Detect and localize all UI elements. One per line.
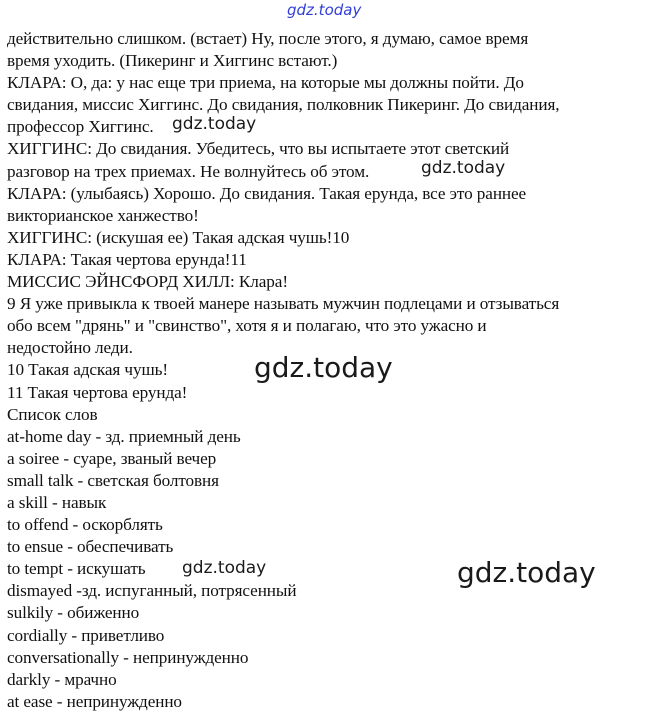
text-line: КЛАРА: Такая чертова ерунда!11: [7, 249, 247, 269]
watermark-top: gdz.today: [287, 1, 362, 19]
watermark: gdz.today: [172, 114, 257, 134]
footnote-line: обо всем "дрянь" и "свинство", хотя я и полагаю, что это ужасно и: [7, 316, 487, 336]
word-list-item: to tempt - искушать: [7, 559, 146, 579]
word-list-item: small talk - светская болтовня: [7, 470, 219, 490]
footnote-line: недостойно леди.: [7, 338, 133, 358]
word-list-item: conversationally - непринужденно: [7, 647, 249, 667]
text-line: действительно слишком. (встает) Ну, после этого, я думаю, самое время: [7, 29, 529, 48]
text-line: МИССИС ЭЙНСФОРД ХИЛЛ: Клара!: [7, 272, 288, 292]
word-list-item: dismayed -зд. испуганный, потрясенный: [7, 581, 297, 601]
word-list-item: darkly - мрачно: [7, 669, 117, 689]
watermark: gdz.today: [182, 558, 267, 578]
word-list-item: at-home day - зд. приемный день: [7, 426, 241, 446]
word-list-item: to offend - оскорблять: [7, 515, 163, 535]
text-line: свидания, миссис Хиггинс. До свидания, полковник Пикеринг. До свидания,: [7, 95, 560, 115]
footnote-line: 10 Такая адская чушь!: [7, 360, 168, 380]
text-line: ХИГГИНС: (искушая ее) Такая адская чушь!10: [7, 227, 350, 247]
word-list-heading: Список слов: [7, 404, 98, 424]
word-list-item: sulkily - обиженно: [7, 603, 140, 623]
watermark: gdz.today: [421, 158, 506, 178]
word-list-item: a soiree - суаре, званый вечер: [7, 448, 217, 468]
text-line: ХИГГИНС: До свидания. Убедитесь, что вы испытаете этот светский: [7, 139, 510, 159]
word-list-item: to ensue - обеспечивать: [7, 537, 174, 557]
text-line: викторианское ханжество!: [7, 205, 199, 225]
text-line: профессор Хиггинс.: [7, 117, 154, 137]
watermark: gdz.today: [457, 556, 596, 589]
word-list-item: a skill - навык: [7, 492, 107, 512]
footnote-line: 9 Я уже привыкла к твоей манере называть мужчин подлецами и отзываться: [7, 294, 560, 314]
text-line: разговор на трех приемах. Не волнуйтесь об этом.: [7, 161, 370, 181]
footnote-line: 11 Такая чертова ерунда!: [7, 382, 188, 402]
watermark: gdz.today: [254, 351, 393, 384]
text-line: время уходить. (Пикеринг и Хиггинс встают.): [7, 51, 338, 71]
word-list-item: cordially - приветливо: [7, 625, 165, 645]
text-line: КЛАРА: (улыбаясь) Хорошо. До свидания. Такая ерунда, все это раннее: [7, 183, 527, 203]
word-list-item: at ease - непринужденно: [7, 691, 182, 711]
text-line: КЛАРА: О, да: у нас еще три приема, на которые мы должны пойти. До: [7, 73, 524, 93]
